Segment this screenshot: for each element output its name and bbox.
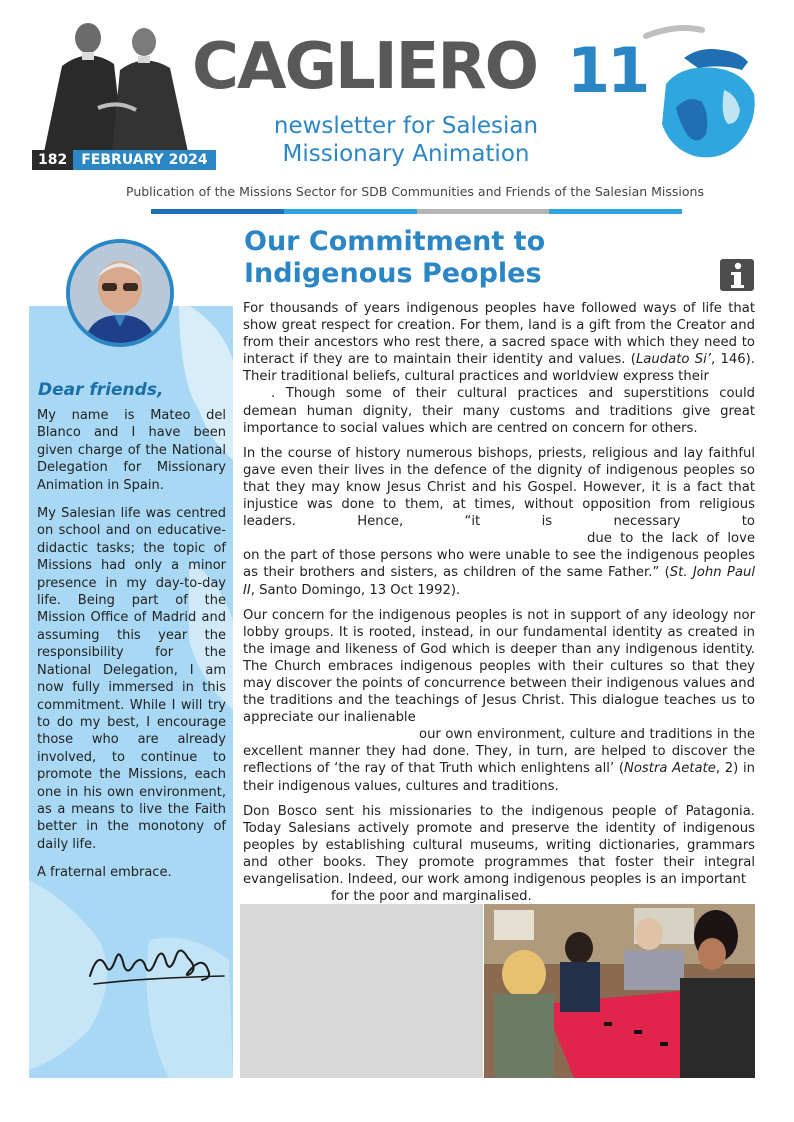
publication-line: Publication of the Missions Sector for SDB Communities and Friends of the Salesian Missions bbox=[126, 184, 704, 199]
letter-body bbox=[37, 407, 226, 893]
article-title bbox=[244, 226, 684, 290]
header-color-rule bbox=[151, 209, 682, 214]
newsletter-tagline bbox=[246, 112, 566, 168]
newsletter-title: CAGLIERO bbox=[192, 30, 538, 104]
issue-date: FEBRUARY 2024 bbox=[73, 150, 215, 170]
article-paragraph: Our concern for the indigenous peoples is not in support of any ideology nor lobby groups. It is rooted, instead, in our fundamental identity as created in the image and likeness of God which is deeper than any indigenous identity. The Church embraces indigenous peoples with their cultures so that they may discover the points of concurrence between their indigenous values and the traditions and the teachings of Jesus Christ. This dialogue teaches us to appreciate our inalienable our own environment, culture and traditions in the excellent manner they had done. They, in turn, are helped to discover the reflections of ‘the ray of that Truth which enlightens all’ (Nostra Aetate, 2) in their indigenous values, cultures and traditions. bbox=[243, 607, 756, 794]
article-paragraph: Don Bosco sent his missionaries to the indigenous people of Patagonia. Today Salesians actively promote and preserve the identity of indigenous peoples by establishing cultural museums, writing dictionaries, grammars and other books. They promote programmes that foster their integral evangelisation. Indeed, our work among indigenous peoples is an important for the poor and marginalised. bbox=[243, 803, 755, 905]
handwritten-signature bbox=[84, 936, 234, 992]
article-paragraph: In the course of history numerous bishops, priests, religious and lay faithful gave even their lives in the defence of the dignity of indigenous peoples so that they may know Jesus Christ and his Gospel. However, it is a fact that injustice was done to them, at times, without opposition from religious leaders. Hence, “it is necessary todue to the lack of love on the part of those persons who were unable to see the indigenous peoples as their brothers and sisters, as children of the same Father.” (St. John Paul II, Santo Domingo, 13 Oct 1992). bbox=[243, 445, 755, 598]
letter-paragraph: My Salesian life was centred on school and on educative-didactic tasks; the topic of Missions had only a minor presence in my day-to-day life. Being part of the Mission Office of Madrid and assuming this year the responsibility for the National Delegation, I am now fully immersed in this commitment. While I will try to do my best, I encourage those who are already involved, to continue to promote the Missions, each one in his own environment, as a means to live the Faith better in the monotony of daily life. bbox=[37, 506, 226, 852]
tagline-line2: Missionary Animation bbox=[282, 141, 530, 167]
rule-segment bbox=[549, 209, 682, 214]
article-paragraph: For thousands of years indigenous peoples have followed ways of life that show great respect for creation. For them, land is a gift from the Creator and from their ancestors who rest there, a sacred space with which they need to interact if they are to maintain their identity and values. (Laudato Si’, 146). Their traditional beliefs, cultural practices and worldview express their . Though some of their cultural practices and superstitions could demean human dignity, their many customs and traditions give great importance to social values which are centred on concern for others. bbox=[243, 301, 755, 436]
issue-number: 182 bbox=[32, 150, 73, 170]
issue-bar bbox=[32, 150, 216, 170]
rule-segment bbox=[284, 209, 417, 214]
newsletter-number: 11 bbox=[567, 34, 648, 107]
author-portrait bbox=[66, 239, 174, 347]
info-icon bbox=[720, 259, 754, 291]
article-title-line2: Indigenous Peoples bbox=[244, 258, 542, 289]
rule-segment bbox=[151, 209, 284, 214]
tagline-line1: newsletter for Salesian bbox=[273, 113, 539, 139]
article-body bbox=[243, 300, 755, 913]
rule-segment bbox=[417, 209, 550, 214]
globe-icon bbox=[636, 24, 764, 168]
letter-greeting: Dear friends, bbox=[38, 380, 164, 400]
portrait-photo bbox=[70, 243, 170, 343]
letter-paragraph: My name is Mateo del Blanco and I have been given charge of the National Delegation for Missionary Animation in Spain. bbox=[37, 408, 226, 493]
children-activity-photo bbox=[484, 904, 755, 1078]
image-placeholder bbox=[240, 904, 483, 1078]
founders-photo bbox=[38, 16, 194, 152]
article-title-line1: Our Commitment to bbox=[244, 226, 546, 257]
letter-closing: A fraternal embrace. bbox=[37, 865, 172, 881]
